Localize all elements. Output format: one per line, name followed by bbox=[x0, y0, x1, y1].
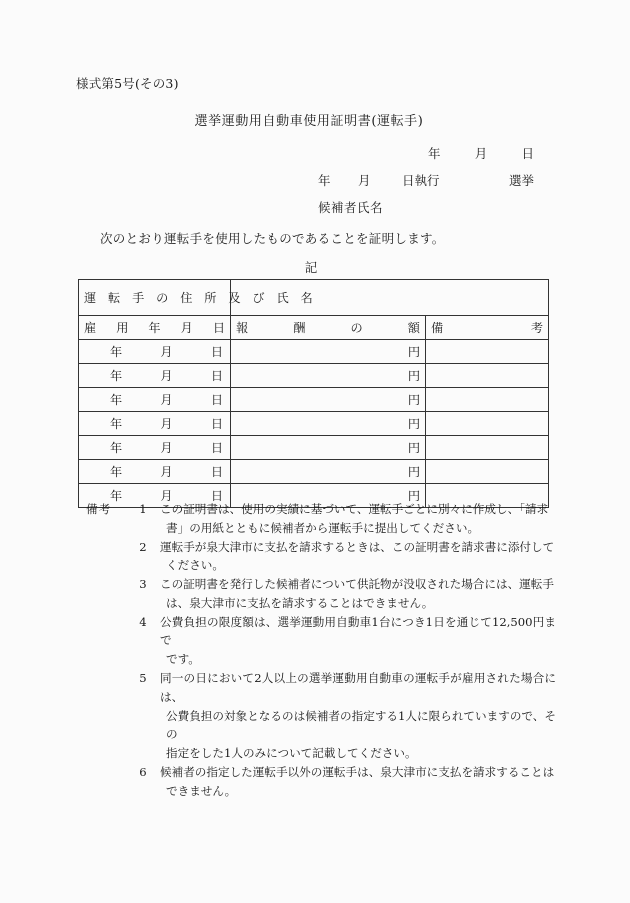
note-text bbox=[152, 669, 556, 763]
note-number: 5 bbox=[139, 671, 147, 686]
row-amount-cell[interactable]: 円 bbox=[231, 340, 426, 364]
row-day: 日 bbox=[210, 489, 223, 503]
note-number: 1 bbox=[139, 502, 147, 516]
issue-date-day: 日 bbox=[521, 146, 534, 161]
column-header-row bbox=[79, 316, 549, 340]
row-amount-cell[interactable]: 円 bbox=[231, 484, 426, 508]
table-row bbox=[79, 412, 549, 436]
address-header-row bbox=[79, 280, 549, 316]
page-title: 選挙運動用自動車使用証明書(運転手) bbox=[194, 114, 424, 129]
amount-header-gaku: 額 bbox=[407, 321, 420, 335]
form-number: 様式第5号(その3) bbox=[76, 76, 179, 91]
row-amount-cell[interactable]: 円 bbox=[231, 436, 426, 460]
row-amount-cell[interactable]: 円 bbox=[231, 460, 426, 484]
table-row bbox=[79, 388, 549, 412]
date-header-year: 年 bbox=[148, 321, 161, 335]
notes-section bbox=[86, 500, 556, 801]
row-date-cell[interactable] bbox=[79, 412, 231, 436]
row-year: 年 bbox=[110, 465, 123, 479]
election-year: 年 bbox=[318, 173, 331, 188]
list-item bbox=[134, 613, 556, 669]
table-row bbox=[79, 460, 549, 484]
election-day: 日執行 bbox=[402, 173, 440, 188]
note-column-header bbox=[426, 316, 549, 340]
note-number: 4 bbox=[139, 614, 147, 629]
election-month: 月 bbox=[358, 173, 371, 188]
date-header-yo: 用 bbox=[116, 321, 129, 335]
row-date-cell[interactable] bbox=[79, 436, 231, 460]
note-text bbox=[152, 763, 556, 801]
row-date-cell[interactable] bbox=[79, 388, 231, 412]
row-day: 日 bbox=[210, 465, 223, 479]
list-item bbox=[134, 575, 556, 613]
note-number: 2 bbox=[139, 539, 147, 554]
amount-header-no: の bbox=[350, 321, 363, 335]
note-line: 書」の用紙とともに候補者から運転手に提出してください。 bbox=[166, 520, 480, 535]
row-amount-cell[interactable]: 円 bbox=[231, 388, 426, 412]
note-line: 公費負担の限度額は、選挙運動用自動車1台につき1日を通じて12,500円まで bbox=[160, 614, 556, 648]
address-header-cell bbox=[79, 280, 317, 316]
note-line: できません。 bbox=[166, 783, 237, 798]
row-year: 年 bbox=[110, 417, 123, 431]
table-row bbox=[79, 364, 549, 388]
row-date-cell[interactable] bbox=[79, 460, 231, 484]
note-text bbox=[152, 538, 556, 576]
row-month: 月 bbox=[160, 489, 173, 503]
note-number: 3 bbox=[139, 577, 147, 592]
candidate-name-label: 候補者氏名 bbox=[318, 200, 384, 215]
note-line: です。 bbox=[166, 652, 200, 667]
note-text bbox=[152, 500, 556, 538]
row-amount-cell[interactable]: 円 bbox=[231, 364, 426, 388]
row-month: 月 bbox=[160, 465, 173, 479]
note-line: 候補者の指定した運転手以外の運転手は、泉大津市に支払を請求することは bbox=[160, 764, 555, 779]
amount-header-ho: 報 bbox=[236, 321, 249, 335]
row-year: 年 bbox=[110, 393, 123, 407]
row-note-cell[interactable] bbox=[426, 436, 549, 460]
note-number: 6 bbox=[139, 764, 147, 779]
issue-date-line bbox=[428, 144, 534, 162]
notes-label: 備考 bbox=[86, 502, 112, 516]
row-year: 年 bbox=[110, 369, 123, 383]
row-note-cell[interactable] bbox=[426, 412, 549, 436]
amount-column-header bbox=[231, 316, 426, 340]
date-header-day: 日 bbox=[212, 321, 225, 335]
election-date-line bbox=[318, 171, 534, 189]
row-year: 年 bbox=[110, 441, 123, 455]
note-header-bi: 備 bbox=[431, 321, 444, 335]
list-item bbox=[134, 669, 556, 763]
row-day: 日 bbox=[210, 369, 223, 383]
note-line: 指定をした1人のみについて記載してください。 bbox=[166, 746, 417, 761]
row-year: 年 bbox=[110, 489, 123, 503]
list-item bbox=[134, 538, 556, 576]
row-day: 日 bbox=[210, 345, 223, 359]
row-note-cell[interactable] bbox=[426, 340, 549, 364]
date-header-month: 月 bbox=[180, 321, 193, 335]
note-line: 同一の日において2人以上の選挙運動用自動車の運転手が雇用された場合には、 bbox=[160, 671, 556, 704]
row-month: 月 bbox=[160, 369, 173, 383]
row-month: 月 bbox=[160, 345, 173, 359]
note-line: ください。 bbox=[166, 558, 224, 573]
certification-statement: 次のとおり運転手を使用したものであることを証明します。 bbox=[100, 231, 445, 246]
row-month: 月 bbox=[160, 417, 173, 431]
election-name: 選挙 bbox=[508, 173, 534, 188]
row-date-cell[interactable] bbox=[79, 340, 231, 364]
amount-header-shu: 酬 bbox=[293, 321, 306, 335]
notes-list bbox=[134, 500, 556, 801]
note-text bbox=[152, 613, 556, 669]
row-month: 月 bbox=[160, 441, 173, 455]
row-day: 日 bbox=[210, 441, 223, 455]
note-text bbox=[152, 575, 556, 613]
date-header-ko: 雇 bbox=[84, 321, 97, 335]
note-line: この証明書は、使用の実績に基づいて、運転手ごとに別々に作成し、「請求 bbox=[160, 502, 549, 516]
list-item bbox=[134, 763, 556, 801]
row-amount-cell[interactable]: 円 bbox=[231, 412, 426, 436]
table-row bbox=[79, 436, 549, 460]
row-note-cell[interactable] bbox=[426, 460, 549, 484]
issue-date-year: 年 bbox=[428, 146, 441, 161]
list-item bbox=[134, 500, 556, 538]
driver-usage-table bbox=[78, 279, 549, 508]
note-line: 公費負担の対象となるのは候補者の指定する1人に限られていますので、その bbox=[166, 708, 556, 742]
table-row bbox=[79, 340, 549, 364]
note-line: は、泉大津市に支払を請求することはできません。 bbox=[166, 595, 434, 610]
issue-date-month: 月 bbox=[474, 146, 488, 161]
row-date-cell[interactable] bbox=[79, 364, 231, 388]
note-header-ko: 考 bbox=[530, 321, 543, 335]
address-header-label: 運 転 手 の 住 所 及 び 氏 名 bbox=[84, 291, 317, 305]
row-month: 月 bbox=[160, 393, 173, 407]
ki-mark: 記 bbox=[304, 260, 318, 275]
note-line: 運転手が泉大津市に支払を請求するときは、この証明書を請求書に添付して bbox=[160, 539, 555, 554]
row-year: 年 bbox=[110, 345, 123, 359]
row-day: 日 bbox=[210, 393, 223, 407]
date-column-header bbox=[79, 316, 231, 340]
note-line: この証明書を発行した候補者について供託物が没収された場合には、運転手 bbox=[160, 577, 554, 592]
row-note-cell[interactable] bbox=[426, 364, 549, 388]
row-day: 日 bbox=[210, 417, 223, 431]
row-note-cell[interactable] bbox=[426, 388, 549, 412]
